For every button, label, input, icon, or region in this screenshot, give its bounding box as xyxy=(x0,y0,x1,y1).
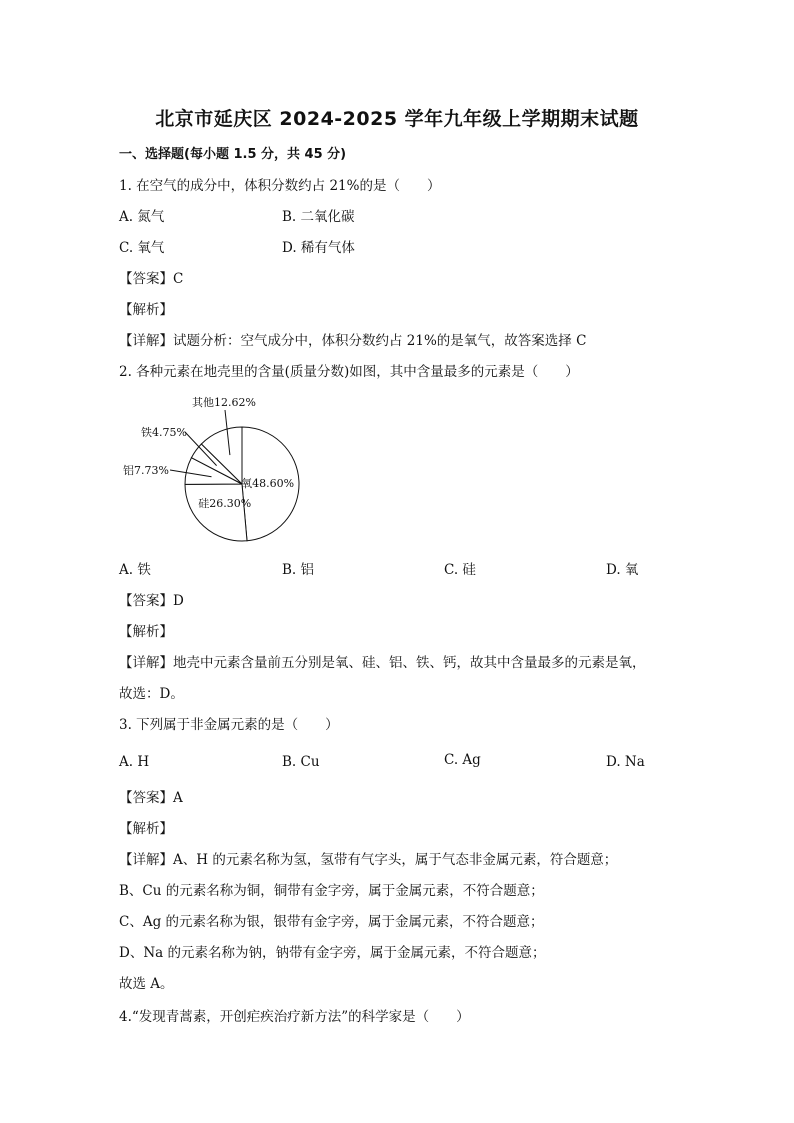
pie-slice-silicon xyxy=(185,484,247,541)
q1-option-c: C. 氧气 xyxy=(119,240,165,256)
q1-answer: 【答案】C xyxy=(119,271,184,287)
q3-option-c: C. Ag xyxy=(444,752,481,768)
crust-element-pie-chart xyxy=(115,392,315,547)
pie-label-oxygen: 氧48.60% xyxy=(241,476,295,490)
q3-detail-line-5: 故选 A。 xyxy=(119,976,174,992)
q2-option-d: D. 氧 xyxy=(606,562,639,578)
q3-answer: 【答案】A xyxy=(119,790,183,806)
question-3-stem: 3. 下列属于非金属元素的是（ ） xyxy=(119,717,339,733)
q1-analysis: 【解析】 xyxy=(119,302,173,318)
question-2-stem: 2. 各种元素在地壳里的含量(质量分数)如图，其中含量最多的元素是（ ） xyxy=(119,364,579,380)
q2-option-b: B. 铝 xyxy=(282,562,315,578)
q2-option-c: C. 硅 xyxy=(444,562,476,578)
q2-detail-line-1: 【详解】地壳中元素含量前五分别是氧、硅、铝、铁、钙，故其中含量最多的元素是氧， xyxy=(119,655,646,671)
page-title: 北京市延庆区 2024-2025 学年九年级上学期期末试题 xyxy=(155,108,639,130)
q2-answer: 【答案】D xyxy=(119,593,184,609)
pie-label-other: 其他12.62% xyxy=(192,396,256,409)
q3-option-a: A. H xyxy=(119,754,150,770)
question-4-stem: 4.“发现青蒿素，开创疟疾治疗新方法”的科学家是（ ） xyxy=(119,1009,470,1025)
section-heading: 一、选择题(每小题 1.5 分，共 45 分) xyxy=(119,147,347,162)
question-1-stem: 1. 在空气的成分中，体积分数约占 21%的是（ ） xyxy=(119,178,441,194)
q3-detail-line-4: D、Na 的元素名称为钠，钠带有金字旁，属于金属元素，不符合题意； xyxy=(119,945,546,961)
pie-label-iron: 铁4.75% xyxy=(141,426,187,439)
q2-detail-line-2: 故选：D。 xyxy=(119,686,184,702)
q1-option-d: D. 稀有气体 xyxy=(282,240,355,256)
q3-detail-line-3: C、Ag 的元素名称为银，银带有金字旁，属于金属元素，不符合题意； xyxy=(119,914,544,930)
pie-label-silicon: 硅26.30% xyxy=(198,497,252,510)
q3-detail-line-2: B、Cu 的元素名称为铜，铜带有金字旁，属于金属元素，不符合题意； xyxy=(119,883,544,899)
q3-option-b: B. Cu xyxy=(282,754,320,770)
q3-analysis: 【解析】 xyxy=(119,821,173,837)
q2-option-a: A. 铁 xyxy=(119,562,151,578)
pie-label-aluminum: 铝7.73% xyxy=(123,464,169,477)
q1-detail: 【详解】试题分析：空气成分中，体积分数约占 21%的是氧气，故答案选择 C xyxy=(119,333,587,349)
q2-analysis: 【解析】 xyxy=(119,624,173,640)
q1-option-b: B. 二氧化碳 xyxy=(282,209,355,225)
q3-detail-line-1: 【详解】A、H 的元素名称为氢，氢带有气字头，属于气态非金属元素，符合题意； xyxy=(119,852,618,868)
q3-option-d: D. Na xyxy=(606,754,645,770)
q1-option-a: A. 氮气 xyxy=(119,209,165,225)
